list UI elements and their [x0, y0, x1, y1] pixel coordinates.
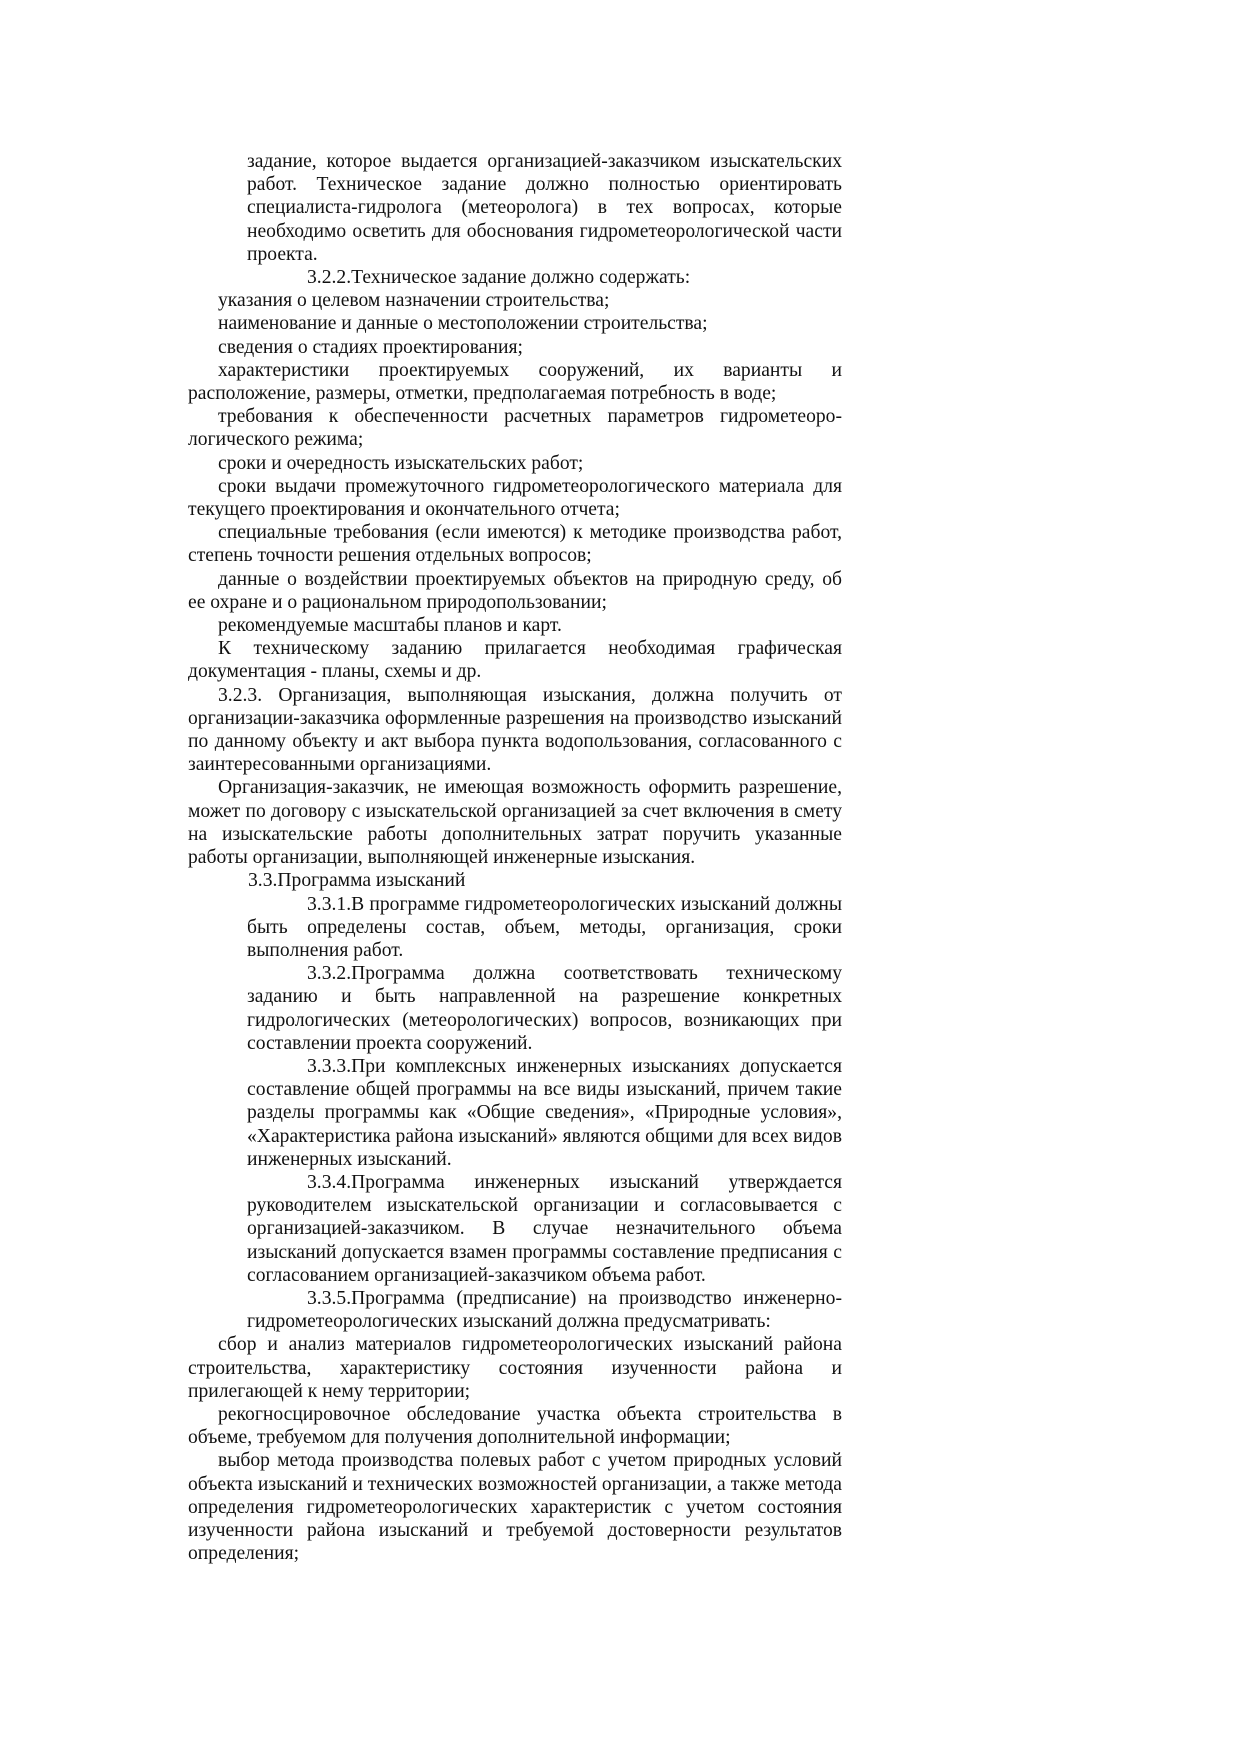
- list-item: [188, 614, 842, 637]
- paragraph-3-2-3: [188, 684, 842, 777]
- list-item: [188, 521, 842, 567]
- paragraph-text: сбор и анализ материалов гидрометеорологических изысканий района строительства, характеристику состояния изученности района и прилегающей к нему территории;: [188, 1334, 842, 1402]
- list-item: [188, 1403, 842, 1449]
- list-item: [188, 475, 842, 521]
- list-item: [188, 1449, 842, 1565]
- paragraph-text: Организация-заказчик, не имеющая возможность оформить разрешение, может по договору с изыскательской организацией за счет включения в смету на изыскательские работы дополнительных затрат поручить указанные работы организации, выполняющей инженерные изыскания.: [188, 777, 842, 869]
- paragraph-task-intro: [247, 150, 842, 266]
- paragraph-text: сроки и очередность изыскательских работ;: [218, 452, 584, 474]
- paragraph-text: 3.2.3. Организация, выполняющая изыскания, должна получить от организации-заказчика оформленные разрешения на производство изысканий по данному объекту и акт выбора пункта водопользования, согласованного с заинтересованными организациями.: [188, 684, 842, 776]
- list-item: [188, 1333, 842, 1403]
- paragraph-text: рекомендуемые масштабы планов и карт.: [218, 615, 562, 637]
- paragraph-customer: [188, 776, 842, 869]
- section-number: 3.3.2.: [307, 963, 352, 985]
- list-item: [188, 312, 842, 335]
- list-item: [188, 568, 842, 614]
- section-number: 3.3.3.: [307, 1055, 352, 1077]
- paragraph-text: характеристики проектируемых сооружений, их варианты и расположение, размеры, отметки, предполагаемая потребность в воде;: [188, 359, 842, 405]
- paragraph-3-3-3: [247, 1055, 842, 1171]
- paragraph-3-3-2: [247, 962, 842, 1055]
- paragraph-text: К техническому заданию прилагается необходимая графическая документация - планы, схемы и др.: [188, 638, 842, 683]
- list-item: [188, 336, 842, 359]
- document-page: [188, 150, 842, 1565]
- paragraph-3-3-4: [247, 1171, 842, 1287]
- section-number: 3.3.: [248, 870, 278, 892]
- paragraph-text: указания о целевом назначении строительства;: [218, 290, 610, 312]
- paragraph-text: наименование и данные о местоположении строительства;: [218, 313, 708, 335]
- paragraph-text: Программа (предписание) на производство инженерно-гидрометеорологических изысканий должна предусматривать:: [247, 1287, 842, 1333]
- paragraph-3-3-5: [247, 1287, 842, 1333]
- paragraph-text: задание, которое выдается организацией-заказчиком изыскательских работ. Техническое задание должно полностью ориентировать специалиста-гидролога (метеоролога) в тех вопросах, которые необходимо осветить для обоснования гидрометеорологической части проекта.: [247, 151, 842, 265]
- list-item: [188, 405, 842, 451]
- paragraph-text: выбор метода производства полевых работ с учетом природных условий объекта изысканий и технических возможностей организации, а также метода определения гидрометеорологических характеристик с учетом состояния изученности района изысканий и требуемой достоверности результатов определения;: [188, 1450, 842, 1565]
- list-item: [188, 289, 842, 312]
- list-item: [188, 359, 842, 405]
- paragraph-text: Программа инженерных изысканий утверждается руководителем изыскательской организации и согласовывается с организацией-заказчиком. В случае незначительного объема изысканий допускается взамен программы составление предписания с согласованием организацией-заказчиком объема работ.: [247, 1171, 842, 1286]
- section-number: 3.3.1.: [307, 893, 352, 915]
- section-number: 3.3.4.: [307, 1171, 352, 1193]
- paragraph-3-3-1: [247, 893, 842, 963]
- paragraph-text: сведения о стадиях проектирования;: [218, 336, 523, 358]
- section-number: 3.2.2.: [307, 267, 352, 289]
- paragraph-text: Программа должна соответствовать техническому заданию и быть направленной на разрешение конкретных гидрологических (метеорологических) вопросов, возникающих при составлении проекта сооружений.: [247, 963, 842, 1054]
- section-title: Программа изысканий: [277, 870, 466, 892]
- paragraph-text: В программе гидрометеорологических изысканий должны быть определены состав, объем, методы, организация, сроки выполнения работ.: [247, 893, 842, 961]
- paragraph-text: требования к обеспеченности расчетных параметров гидрометеоро-логического режима;: [188, 406, 842, 451]
- paragraph-attachment: [188, 637, 842, 683]
- paragraph-text: специальные требования (если имеются) к методике производства работ, степень точности решения отдельных вопросов;: [188, 522, 842, 567]
- paragraph-text: Техническое задание должно содержать:: [351, 267, 691, 289]
- paragraph-text: При комплексных инженерных изысканиях допускается составление общей программы на все виды изысканий, причем такие разделы программы как «Общие сведения», «Природные условия», «Характеристика района изысканий» являются общими для всех видов инженерных изысканий.: [247, 1055, 842, 1170]
- paragraph-3-2-2: [247, 266, 842, 289]
- section-heading-3-3: [188, 869, 842, 892]
- paragraph-text: данные о воздействии проектируемых объектов на природную среду, об ее охране и о рациональном природопользовании;: [188, 568, 842, 613]
- section-number: 3.3.5.: [307, 1287, 352, 1309]
- paragraph-text: сроки выдачи промежуточного гидрометеорологического материала для текущего проектирования и окончательного отчета;: [188, 475, 842, 521]
- list-item: [188, 452, 842, 475]
- paragraph-text: рекогносцировочное обследование участка объекта строительства в объеме, требуемом для получения дополнительной информации;: [188, 1403, 842, 1449]
